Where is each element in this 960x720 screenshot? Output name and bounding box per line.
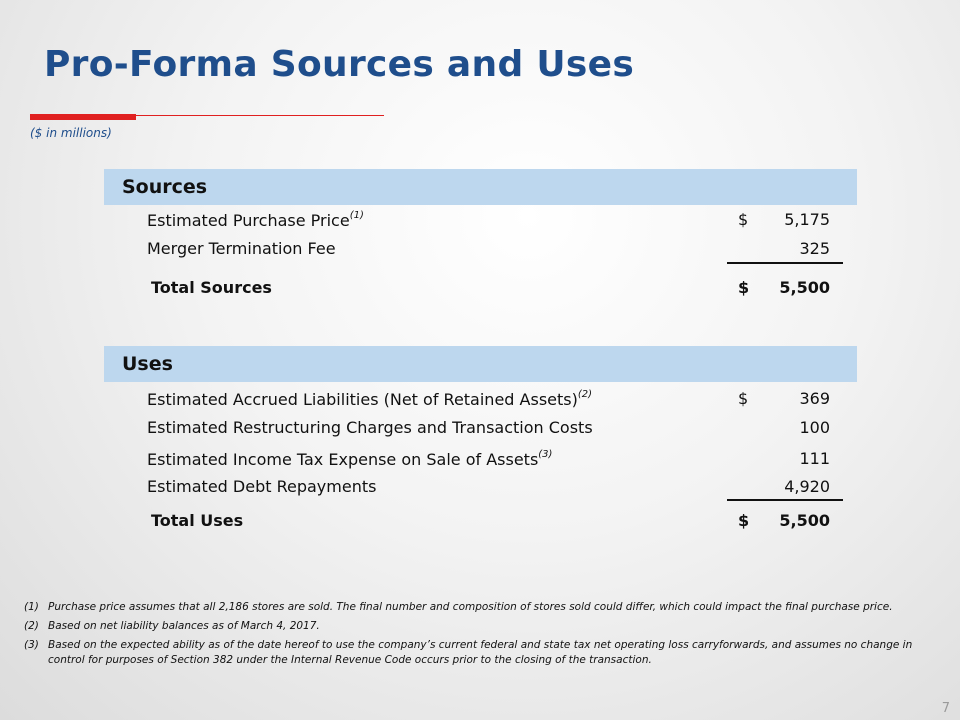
row-amount: 369 xyxy=(799,389,830,408)
footnote-text: Based on the expected ability as of the date hereof to use the company’s current federal and state tax net operating loss carryforwards, and assumes no change in control for purposes of Section 382 under the Internal Revenue Code occurs prior to the closing of the transaction. xyxy=(48,639,913,666)
units-note: ($ in millions) xyxy=(30,126,112,140)
footnote-number: (2) xyxy=(24,620,39,632)
uses-row-restructuring xyxy=(104,418,857,442)
footnote-text: Purchase price assumes that all 2,186 stores are sold. The final number and composition of stores sold could differ, which could impact the final purchase price. xyxy=(48,601,893,613)
footnote-ref: (3) xyxy=(538,449,553,460)
footnote xyxy=(24,638,934,668)
uses-header-label: Uses xyxy=(122,353,173,375)
sources-header xyxy=(104,169,857,205)
row-label: Merger Termination Fee xyxy=(147,239,336,258)
footnote-number: (3) xyxy=(24,639,39,651)
sources-sum-line xyxy=(727,262,843,264)
sources-row-purchase-price xyxy=(104,210,857,234)
row-label: Estimated Accrued Liabilities (Net of Retained Assets)$^{(2)}$ xyxy=(147,389,593,409)
uses-sum-line xyxy=(727,499,843,501)
row-label: Estimated Income Tax Expense on Sale of Assets$^{(3)}$ xyxy=(147,449,553,469)
total-label: Total Sources xyxy=(151,278,272,297)
sources-row-termination-fee xyxy=(104,239,857,263)
total-amount: 5,500 xyxy=(779,511,830,530)
footnote-number: (1) xyxy=(24,601,39,613)
uses-row-income-tax xyxy=(104,449,857,473)
row-amount: 5,175 xyxy=(784,210,830,229)
uses-header xyxy=(104,346,857,382)
footnotes xyxy=(24,600,934,672)
title-underline-accent xyxy=(30,114,136,120)
row-label: Estimated Purchase Price$^{(1)}$ xyxy=(147,210,364,230)
row-label: Estimated Restructuring Charges and Transaction Costs xyxy=(147,418,593,437)
uses-row-debt-repayments xyxy=(104,477,857,501)
row-amount: 100 xyxy=(799,418,830,437)
footnote-ref: (2) xyxy=(577,389,593,400)
sources-total-row xyxy=(104,278,857,302)
currency-symbol: $ xyxy=(738,389,749,408)
sources-header-label: Sources xyxy=(122,176,208,198)
footnote-text: Based on net liability balances as of March 4, 2017. xyxy=(48,620,320,632)
row-label: Estimated Debt Repayments xyxy=(147,477,377,496)
footnote xyxy=(24,619,934,634)
total-amount: 5,500 xyxy=(779,278,830,297)
footnote xyxy=(24,600,934,615)
footnote-ref: (1) xyxy=(349,210,364,221)
row-amount: 325 xyxy=(799,239,830,258)
page-number: 7 xyxy=(941,701,950,716)
uses-row-accrued-liabilities xyxy=(104,389,857,413)
row-amount: 4,920 xyxy=(784,477,830,496)
uses-total-row xyxy=(104,511,857,535)
page-title: Pro-Forma Sources and Uses xyxy=(44,44,635,85)
currency-symbol: $ xyxy=(738,210,749,229)
total-label: Total Uses xyxy=(151,511,244,530)
currency-symbol: $ xyxy=(738,278,750,297)
row-amount: 111 xyxy=(799,449,830,468)
currency-symbol: $ xyxy=(738,511,750,530)
